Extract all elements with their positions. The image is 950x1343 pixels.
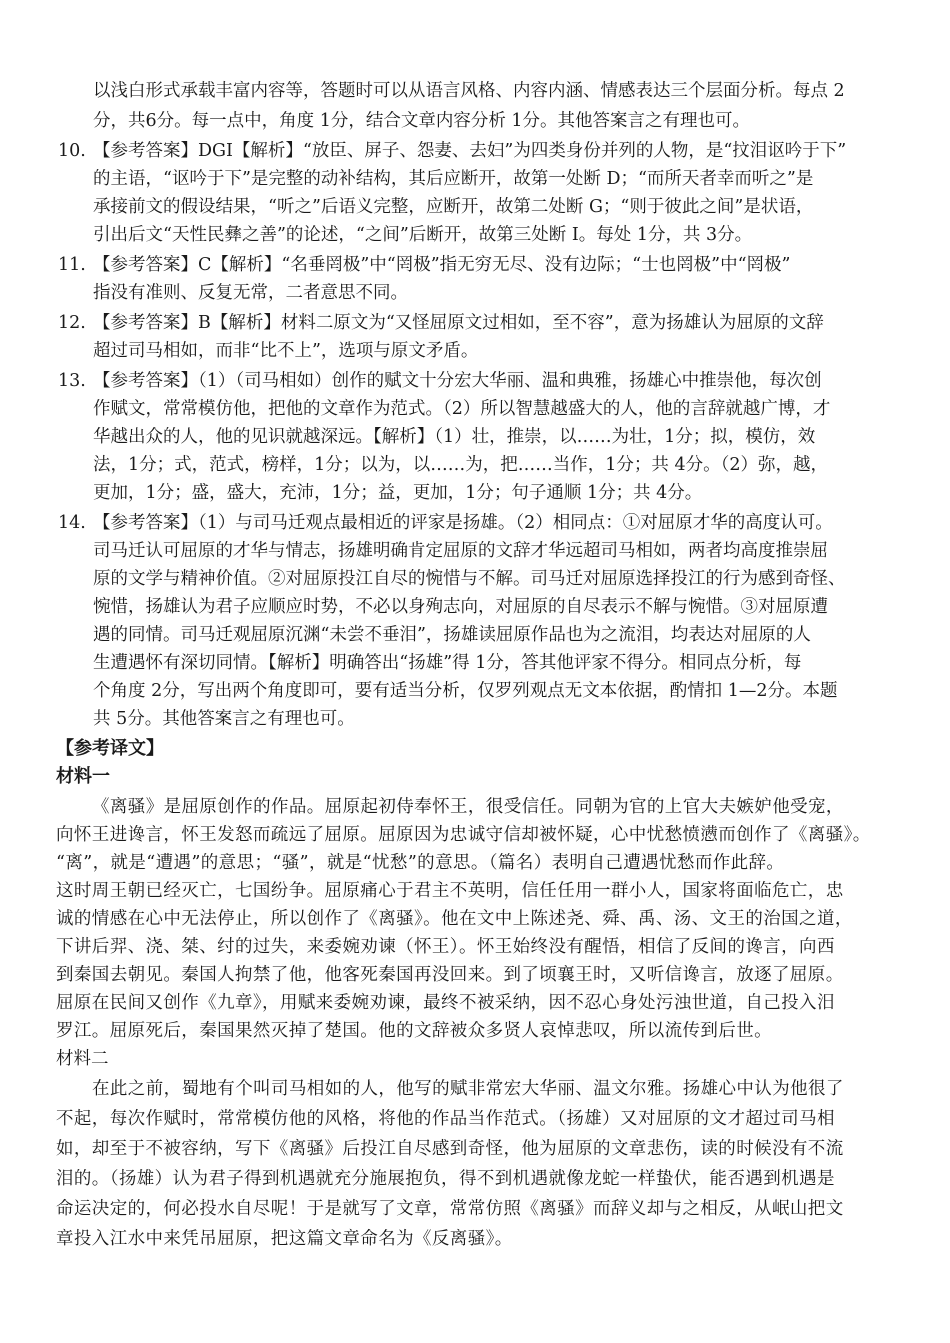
material-one-line: “离”，就是“遭遇”的意思；“骚”，就是“忧愁”的意思。（篇名）表明自己遭遇忧愁而作此辞。 [56,853,785,873]
answer-line: 个角度 2分，写出两个角度即可，要有适当分析，仅罗列观点无文本依据，酌情扣 1—2分。本题 [93,681,838,701]
material-one-line: 诚的情感在心中无法停止，所以创作了《离骚》。他在文中上陈述尧、舜、禹、汤、文王的治国之道， [56,909,853,929]
material-one-line: 这时周王朝已经灭亡，七国纷争。屈原痛心于君主不英明，信任任用一群小人，国家将面临危亡，忠 [56,881,844,901]
material-one-line: 罗江。屈原死后，秦国果然灭掉了楚国。他的文辞被众多贤人哀悼悲叹，所以流传到后世。 [56,1021,772,1041]
answer-line: 原的文学与精神价值。②对屈原投江自尽的惋惜与不解。司马迁对屈原选择投江的行为感到奇怪、 [93,569,846,589]
answer-line: 惋惜，扬雄认为君子应顺应时势，不必以身殉志向，对屈原的自尽表示不解与惋惜。③对屈原遭 [93,597,828,617]
item-number: 11. [58,255,86,275]
material-one-title: 材料一 [56,766,110,787]
intro-line: 分，共6分。每一点中，角度 1分，结合文章内容分析 1分。其他答案言之有理也可。 [93,111,751,131]
item-number: 13. [58,371,86,391]
answer-line: 共 5分。其他答案言之有理也可。 [93,709,355,729]
answer-line: 更加，1分；盛，盛大，充沛，1分；益，更加，1分；句子通顺 1分；共 4分。 [93,483,703,503]
material-two-line: 在此之前，蜀地有个叫司马相如的人，他写的赋非常宏大华丽、温文尔雅。扬雄心中认为他很了 [92,1079,844,1099]
answer-line: 【参考答案】C【解析】“名垂罔极”中“罔极”指无穷无尽、没有边际；“士也罔极”中“罔极” [93,255,791,275]
material-two-line: 不起，每次作赋时，常常模仿他的风格，将他的作品当作范式。（扬雄）又对屈原的文才超过司马相 [56,1109,835,1129]
answer-line: 【参考答案】B【解析】材料二原文为“又怪屈原文过相如，至不容”，意为扬雄认为屈原的文辞 [93,313,824,333]
answer-line: 华越出众的人，他的见识就越深远。【解析】（1）壮，推崇，以……为壮，1分；拟，模仿，效 [93,427,816,447]
material-one-line: 到秦国去朝见。秦国人拘禁了他，他客死秦国再没回来。到了顷襄王时，又听信谗言，放逐了屈原。 [56,965,844,985]
translation-heading: 【参考译文】 [56,738,164,759]
item-number: 14. [58,513,86,533]
material-one-line: 下讲后羿、浇、桀、纣的过失，来委婉劝谏（怀王）。怀王始终没有醒悟，相信了反间的谗言，向西 [56,937,835,957]
answer-line: 指没有准则、反复无常，二者意思不同。 [93,283,408,303]
intro-line: 以浅白形式承载丰富内容等，答题时可以从语言风格、内容内涵、情感表达三个层面分析。每点 2 [93,81,845,101]
material-one-line: 《离骚》是屈原创作的作品。屈原起初侍奉怀王，很受信任。同朝为官的上官大夫嫉妒他受宠， [92,797,844,817]
answer-line: 承接前文的假设结果，“听之”后语义完整，应断开，故第二处断 G；“则于彼此之间”是状语， [93,197,814,217]
answer-line: 作赋文，常常模仿他，把他的文章作为范式。（2）所以智慧越盛大的人，他的言辞就越广博，才 [93,399,831,419]
answer-line: 的主语，“讴吟于下”是完整的动补结构，其后应断开，故第一处断 D；“而所天者幸而听之”是 [93,169,814,189]
item-number: 10. [58,141,86,161]
answer-line: 【参考答案】DGI【解析】“放臣、屏子、怨妻、去妇”为四类身份并列的人物，是“抆泪讴吟于下” [93,141,847,161]
material-one-line: 向怀王进谗言，怀王发怒而疏远了屈原。屈原因为忠诚守信却被怀疑，心中忧愁愤懑而创作了《离骚》。 [56,825,871,845]
material-one-line: 屈原在民间又创作《九章》，用赋来委婉劝谏，最终不被采纳，因不忍心身处污浊世道，自己投入汨 [56,993,835,1013]
answer-line: 引出后文“天性民彝之善”的论述，“之间”后断开，故第三处断 I。每处 1分，共 3分。 [93,225,753,245]
item-number: 12. [58,313,86,333]
answer-line: 生遭遇怀有深切同情。【解析】明确答出“扬雄”得 1分，答其他评家不得分。相同点分析，每 [93,653,802,673]
answer-line: 【参考答案】（1）（司马相如）创作的赋文十分宏大华丽、温和典雅，扬雄心中推崇他，每次创 [93,371,822,391]
answer-line: 遇的同情。司马迁观屈原沉渊“未尝不垂泪”，扬雄读屈原作品也为之流泪，均表达对屈原的人 [93,625,811,645]
material-two-title: 材料二 [56,1049,109,1069]
answer-line: 【参考答案】（1）与司马迁观点最相近的评家是扬雄。（2）相同点：①对屈原才华的高度认可。 [93,513,833,533]
answer-line: 超过司马相如，而非“比不上”，选项与原文矛盾。 [93,341,479,361]
material-two-line: 命运决定的，何必投水自尽呢！于是就写了文章，常常仿照《离骚》而辞义却与之相反，从岷山把文 [56,1199,844,1219]
material-two-line: 泪的。（扬雄）认为君子得到机遇就充分施展抱负，得不到机遇就像龙蛇一样蛰伏，能否遇到机遇是 [56,1169,835,1189]
material-two-line: 如，却至于不被容纳，写下《离骚》后投江自尽感到奇怪，他为屈原的文章悲伤，读的时候没有不流 [56,1139,844,1159]
answer-line: 司马迁认可屈原的才华与情志，扬雄明确肯定屈原的文辞才华远超司马相如，两者均高度推崇屈 [93,541,828,561]
answer-line: 法，1分；式，范式，榜样，1分；以为，以……为，把……当作，1分；共 4分。（2）弥，越， [93,455,828,475]
material-two-line: 章投入江水中来凭吊屈原，把这篇文章命名为《反离骚》。 [56,1229,513,1249]
